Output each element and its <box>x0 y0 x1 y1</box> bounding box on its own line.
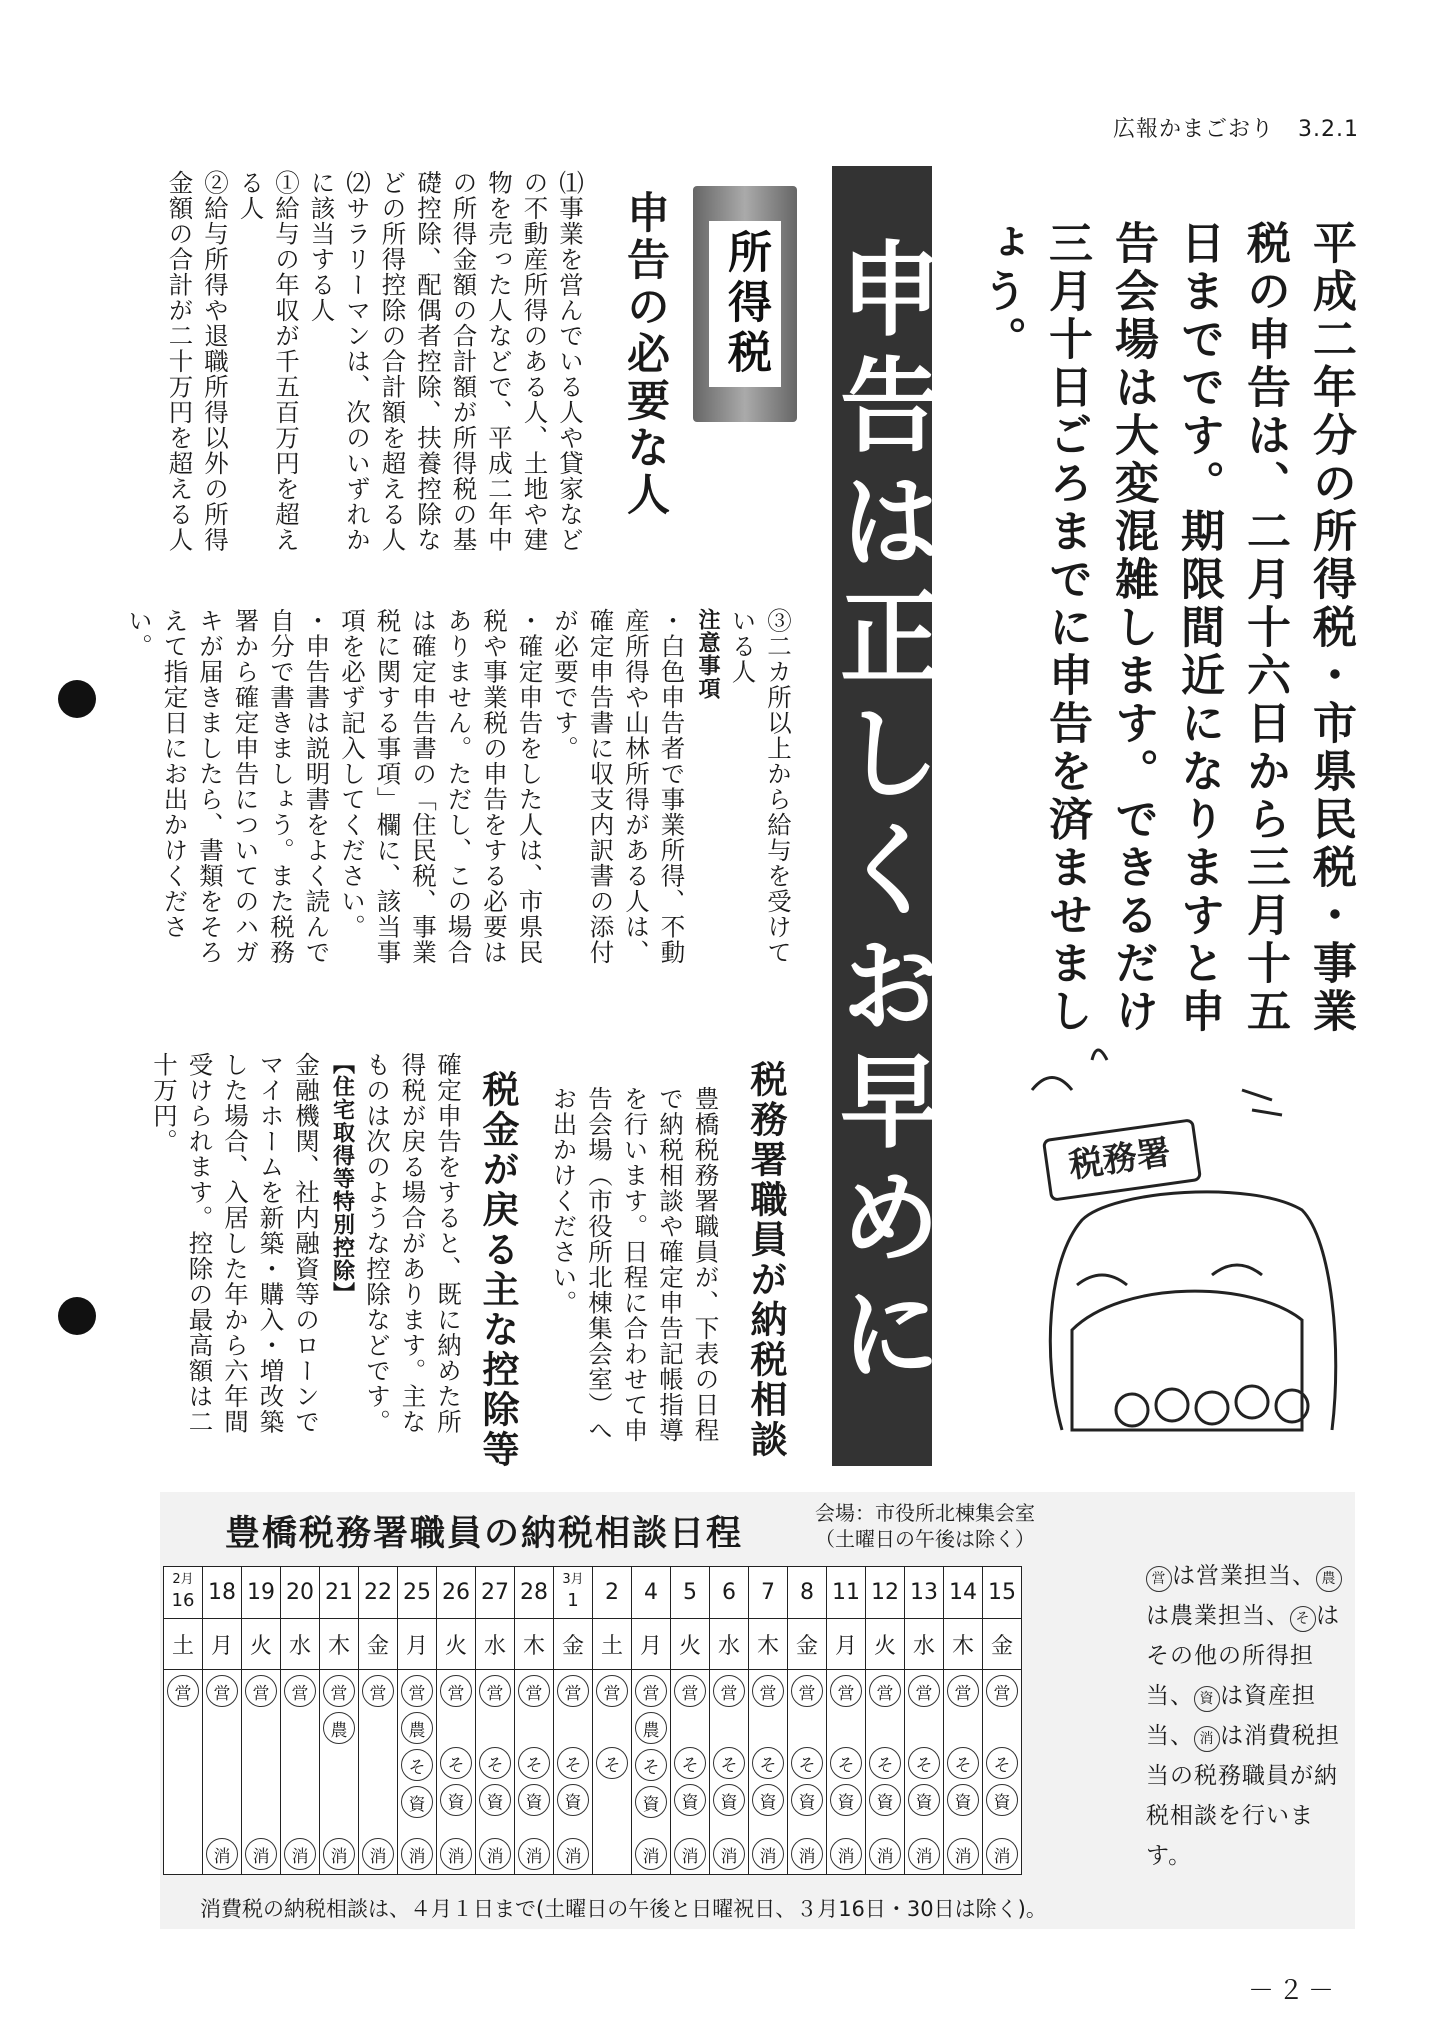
staff-mark: 営 <box>557 1675 589 1707</box>
weekday-cell: 木 <box>515 1619 554 1670</box>
day-number: 15 <box>988 1580 1016 1605</box>
date-cell <box>281 1567 320 1619</box>
staff-mark: 消 <box>440 1838 472 1870</box>
staff-mark: 農 <box>401 1712 433 1744</box>
date-row <box>164 1567 1022 1619</box>
staff-mark: 消 <box>245 1838 277 1870</box>
weekday-cell: 火 <box>866 1619 905 1670</box>
date-cell <box>203 1567 242 1619</box>
legend-text: は営業担当、 <box>1172 1563 1316 1589</box>
staff-mark: 農 <box>323 1712 355 1744</box>
staff-mark: そ <box>635 1749 667 1781</box>
day-number: 2 <box>605 1580 619 1605</box>
legend-mark: 資 <box>1194 1686 1220 1712</box>
day-number: 8 <box>800 1580 814 1605</box>
section-tag <box>693 186 797 422</box>
date-cell <box>905 1567 944 1619</box>
issue-date: 3.2.1 <box>1298 117 1359 142</box>
day-number: 18 <box>208 1580 236 1605</box>
date-cell <box>164 1567 203 1619</box>
day-number: 16 <box>171 1590 195 1611</box>
weekday-cell: 火 <box>242 1619 281 1670</box>
date-cell <box>593 1567 632 1619</box>
day-number: 5 <box>683 1580 697 1605</box>
staff-cell <box>593 1670 632 1875</box>
required-body <box>148 170 588 575</box>
weekday-cell: 木 <box>944 1619 983 1670</box>
weekday-cell: 火 <box>671 1619 710 1670</box>
date-cell <box>944 1567 983 1619</box>
staff-mark: そ <box>830 1747 862 1779</box>
staff-cell <box>827 1670 866 1875</box>
staff-mark: 農 <box>635 1712 667 1744</box>
staff-mark: 消 <box>986 1838 1018 1870</box>
day-number: 13 <box>910 1580 938 1605</box>
date-cell <box>866 1567 905 1619</box>
date-cell <box>437 1567 476 1619</box>
venue-line-1: 会場：市役所北棟集会室 <box>815 1501 1035 1525</box>
housing-heading: 【住宅取得等特別控除】 <box>329 1052 355 1305</box>
staff-mark: 消 <box>557 1838 589 1870</box>
staff-mark: 消 <box>479 1838 511 1870</box>
date-cell <box>554 1567 593 1619</box>
binder-hole-top <box>58 680 96 718</box>
weekday-cell: 木 <box>749 1619 788 1670</box>
day-number: 1 <box>567 1590 579 1611</box>
date-cell <box>671 1567 710 1619</box>
month-label: 3月 <box>562 1572 584 1587</box>
consult-heading: 税務署職員が納税相談 <box>744 1060 787 1460</box>
staff-cell <box>749 1670 788 1875</box>
staff-mark: 資 <box>713 1784 745 1816</box>
staff-mark: 営 <box>245 1675 277 1707</box>
legend-text: は資産担当、 <box>1146 1683 1316 1749</box>
staff-cell <box>359 1670 398 1875</box>
page-header <box>1113 112 1359 143</box>
weekday-cell: 月 <box>398 1619 437 1670</box>
staff-cell <box>281 1670 320 1875</box>
staff-mark: 消 <box>947 1838 979 1870</box>
staff-mark: そ <box>947 1747 979 1779</box>
note-3: ・申告書は説明書をよく読んで自分で書きましょう。また税務署から確定申告についてのハガキが届きましたら、書類をそろえて指定日にお出かけください。 <box>125 608 332 965</box>
staff-cell <box>944 1670 983 1875</box>
staff-mark: 消 <box>206 1838 238 1870</box>
staff-mark: 営 <box>323 1675 355 1707</box>
month-label: 2月 <box>172 1572 194 1587</box>
schedule-venue <box>815 1500 1035 1552</box>
staff-cell <box>671 1670 710 1875</box>
weekday-cell: 土 <box>164 1619 203 1670</box>
date-cell <box>359 1567 398 1619</box>
venue-line-2: （土曜日の午後は除く） <box>815 1527 1035 1551</box>
day-number: 11 <box>832 1580 860 1605</box>
staff-row <box>164 1670 1022 1875</box>
staff-mark: 資 <box>635 1786 667 1818</box>
staff-mark: 消 <box>323 1838 355 1870</box>
legend-mark: そ <box>1290 1606 1316 1632</box>
required-p3: ①給与の年収が千五百万円を超える人 <box>236 170 301 553</box>
day-number: 6 <box>722 1580 736 1605</box>
section-tag-label: 所得税 <box>709 221 781 387</box>
staff-cell <box>554 1670 593 1875</box>
date-cell <box>515 1567 554 1619</box>
staff-mark: 資 <box>791 1784 823 1816</box>
weekday-cell: 水 <box>905 1619 944 1670</box>
intro-text: 平成二年分の所得税・市県民税・事業税の申告は、二月十六日から三月十五日までです。期限間近になりますと申告会場は大変混雑します。できるだけ三月十日ごろまでに申告を済ませましょう。 <box>975 220 1356 1036</box>
day-number: 19 <box>247 1580 275 1605</box>
refund-text: 確定申告をすると、既に納めた所得税が戻る場合があります。主なものは次のような控除などです。 <box>363 1052 463 1435</box>
day-number: 21 <box>325 1580 353 1605</box>
weekday-cell: 水 <box>710 1619 749 1670</box>
legend-text: はその他の所得担当、 <box>1146 1603 1340 1709</box>
staff-mark: そ <box>791 1747 823 1779</box>
day-number: 20 <box>286 1580 314 1605</box>
staff-mark: 消 <box>830 1838 862 1870</box>
staff-mark: 資 <box>674 1784 706 1816</box>
staff-cell <box>437 1670 476 1875</box>
staff-mark: 資 <box>479 1784 511 1816</box>
date-cell <box>827 1567 866 1619</box>
required-p5: ③二カ所以上から給与を受けている人 <box>728 608 793 965</box>
date-cell <box>242 1567 281 1619</box>
date-cell <box>788 1567 827 1619</box>
staff-mark: 資 <box>401 1786 433 1818</box>
staff-cell <box>710 1670 749 1875</box>
staff-mark: 営 <box>986 1675 1018 1707</box>
staff-mark: 資 <box>830 1784 862 1816</box>
note-1: ・白色申告者で事業所得、不動産所得や山林所得がある人は、確定申告書に収支内訳書の添付が必要です。 <box>551 608 687 965</box>
day-number: 7 <box>761 1580 775 1605</box>
staff-mark: 資 <box>557 1784 589 1816</box>
refund-body <box>148 1052 466 1444</box>
staff-cell <box>632 1670 671 1875</box>
weekday-cell: 土 <box>593 1619 632 1670</box>
date-cell <box>632 1567 671 1619</box>
staff-mark: 消 <box>518 1838 550 1870</box>
required-heading: 申告の必要な人 <box>620 190 670 519</box>
staff-mark: 消 <box>674 1838 706 1870</box>
staff-mark: そ <box>752 1747 784 1779</box>
consumption-tax-note: 消費税の納税相談は、４月１日まで(土曜日の午後と日曜祝日、３月16日・30日は除く)。 <box>200 1897 1047 1921</box>
staff-mark: 営 <box>206 1675 238 1707</box>
staff-mark: そ <box>557 1747 589 1779</box>
weekday-cell: 月 <box>632 1619 671 1670</box>
staff-cell <box>203 1670 242 1875</box>
staff-cell <box>476 1670 515 1875</box>
staff-mark: 営 <box>752 1675 784 1707</box>
staff-mark: 消 <box>752 1838 784 1870</box>
staff-mark: 営 <box>674 1675 706 1707</box>
staff-mark: 営 <box>479 1675 511 1707</box>
schedule-table <box>163 1566 1022 1875</box>
schedule-legend <box>1146 1556 1346 1876</box>
staff-mark: 営 <box>908 1675 940 1707</box>
staff-mark: そ <box>518 1747 550 1779</box>
weekday-cell: 月 <box>827 1619 866 1670</box>
staff-mark: 消 <box>362 1838 394 1870</box>
date-cell <box>476 1567 515 1619</box>
date-cell <box>320 1567 359 1619</box>
staff-mark: 消 <box>791 1838 823 1870</box>
staff-mark: 営 <box>830 1675 862 1707</box>
required-p2: ⑵サラリーマンは、次のいずれかに該当する人 <box>307 170 372 553</box>
staff-mark: 資 <box>869 1784 901 1816</box>
weekday-cell: 金 <box>788 1619 827 1670</box>
day-number: 28 <box>520 1580 548 1605</box>
tax-office-sign: 税務署 <box>1066 1132 1174 1187</box>
staff-mark: 営 <box>713 1675 745 1707</box>
staff-mark: 資 <box>947 1784 979 1816</box>
legend-mark: 営 <box>1146 1566 1172 1592</box>
staff-mark: 営 <box>791 1675 823 1707</box>
date-cell <box>983 1567 1022 1619</box>
staff-mark: そ <box>479 1747 511 1779</box>
staff-mark: 資 <box>440 1784 472 1816</box>
staff-mark: 営 <box>167 1675 199 1707</box>
notes-body <box>125 608 796 988</box>
staff-mark: 消 <box>908 1838 940 1870</box>
notes-heading: 注意事項 <box>695 608 720 700</box>
legend-text: は農業担当、 <box>1146 1603 1290 1629</box>
staff-mark: 消 <box>401 1838 433 1870</box>
staff-cell <box>983 1670 1022 1875</box>
date-cell <box>749 1567 788 1619</box>
staff-mark: そ <box>908 1747 940 1779</box>
weekday-cell: 金 <box>554 1619 593 1670</box>
staff-mark: そ <box>869 1747 901 1779</box>
day-number: 25 <box>403 1580 431 1605</box>
day-number: 14 <box>949 1580 977 1605</box>
weekday-row <box>164 1619 1022 1670</box>
publication-name: 広報かまごおり <box>1113 117 1275 142</box>
weekday-cell: 金 <box>983 1619 1022 1670</box>
page-number: －２－ <box>1248 1976 1339 2006</box>
day-number: 27 <box>481 1580 509 1605</box>
legend-mark: 農 <box>1316 1566 1342 1592</box>
staff-mark: 営 <box>284 1675 316 1707</box>
staff-mark: 資 <box>908 1784 940 1816</box>
note-2: ・確定申告をした人は、市県民税や事業税の申告をする必要はありません。ただし、この場合は確定申告書の「住民税、事業税に関する事項」欄に、該当事項を必ず記入してください。 <box>338 608 545 965</box>
binder-hole-bottom <box>58 1297 96 1335</box>
weekday-cell: 火 <box>437 1619 476 1670</box>
date-cell <box>710 1567 749 1619</box>
staff-mark: 消 <box>713 1838 745 1870</box>
staff-mark: 営 <box>518 1675 550 1707</box>
staff-mark: そ <box>596 1747 628 1779</box>
staff-mark: 消 <box>284 1838 316 1870</box>
day-number: 4 <box>644 1580 658 1605</box>
staff-mark: そ <box>986 1747 1018 1779</box>
staff-mark: 資 <box>518 1784 550 1816</box>
staff-cell <box>905 1670 944 1875</box>
consult-body: 豊橋税務署職員が、下表の日程で納税相談や確定申告記帳指導を行います。日程に合わせて申告会場（市役所北棟集会室）へお出かけください。 <box>549 1086 721 1443</box>
staff-cell <box>164 1670 203 1875</box>
staff-mark: 消 <box>635 1838 667 1870</box>
staff-mark: 営 <box>440 1675 472 1707</box>
staff-mark: 営 <box>362 1675 394 1707</box>
refund-heading: 税金が戻る主な控除等 <box>476 1070 519 1470</box>
housing-text: 金融機関、社内融資等のローンでマイホームを新築・購入・増改築した場合、入居した年から六年間受けられます。控除の最高額は二十万円。 <box>150 1052 321 1435</box>
required-p1: ⑴事業を営んでいる人や貸家などの不動産所得のある人、土地や建物を売った人などで、平成二年中の所得金額の合計額が所得税の基礎控除、配偶者控除、扶養控除などの所得控除の合計額を超える人 <box>378 170 585 553</box>
staff-mark: 資 <box>986 1784 1018 1816</box>
staff-cell <box>242 1670 281 1875</box>
staff-mark: 営 <box>947 1675 979 1707</box>
schedule-title: 豊橋税務署職員の納税相談日程 <box>225 1514 744 1554</box>
day-number: 26 <box>442 1580 470 1605</box>
weekday-cell: 木 <box>320 1619 359 1670</box>
weekday-cell: 水 <box>476 1619 515 1670</box>
legend-text: は消費税担当の税務職員が納税相談を行います。 <box>1146 1723 1340 1869</box>
staff-mark: そ <box>401 1749 433 1781</box>
headline-text: 申告は正しくお早めに <box>823 236 942 1396</box>
tax-office-illustration <box>1002 1030 1362 1450</box>
legend-mark: 消 <box>1194 1726 1220 1752</box>
weekday-cell: 金 <box>359 1619 398 1670</box>
staff-mark: そ <box>674 1747 706 1779</box>
staff-mark: 資 <box>752 1784 784 1816</box>
staff-mark: 営 <box>869 1675 901 1707</box>
weekday-cell: 月 <box>203 1619 242 1670</box>
staff-mark: 営 <box>401 1675 433 1707</box>
required-p4: ②給与所得や退職所得以外の所得金額の合計が二十万円を超える人 <box>165 170 230 553</box>
staff-cell <box>398 1670 437 1875</box>
day-number: 12 <box>871 1580 899 1605</box>
staff-cell <box>320 1670 359 1875</box>
staff-mark: 営 <box>596 1675 628 1707</box>
staff-mark: 消 <box>869 1838 901 1870</box>
staff-cell <box>866 1670 905 1875</box>
date-cell <box>398 1567 437 1619</box>
staff-cell <box>515 1670 554 1875</box>
staff-mark: そ <box>440 1747 472 1779</box>
staff-cell <box>788 1670 827 1875</box>
staff-mark: 営 <box>635 1675 667 1707</box>
day-number: 22 <box>364 1580 392 1605</box>
headline-banner <box>823 166 942 1466</box>
staff-mark: そ <box>713 1747 745 1779</box>
weekday-cell: 水 <box>281 1619 320 1670</box>
